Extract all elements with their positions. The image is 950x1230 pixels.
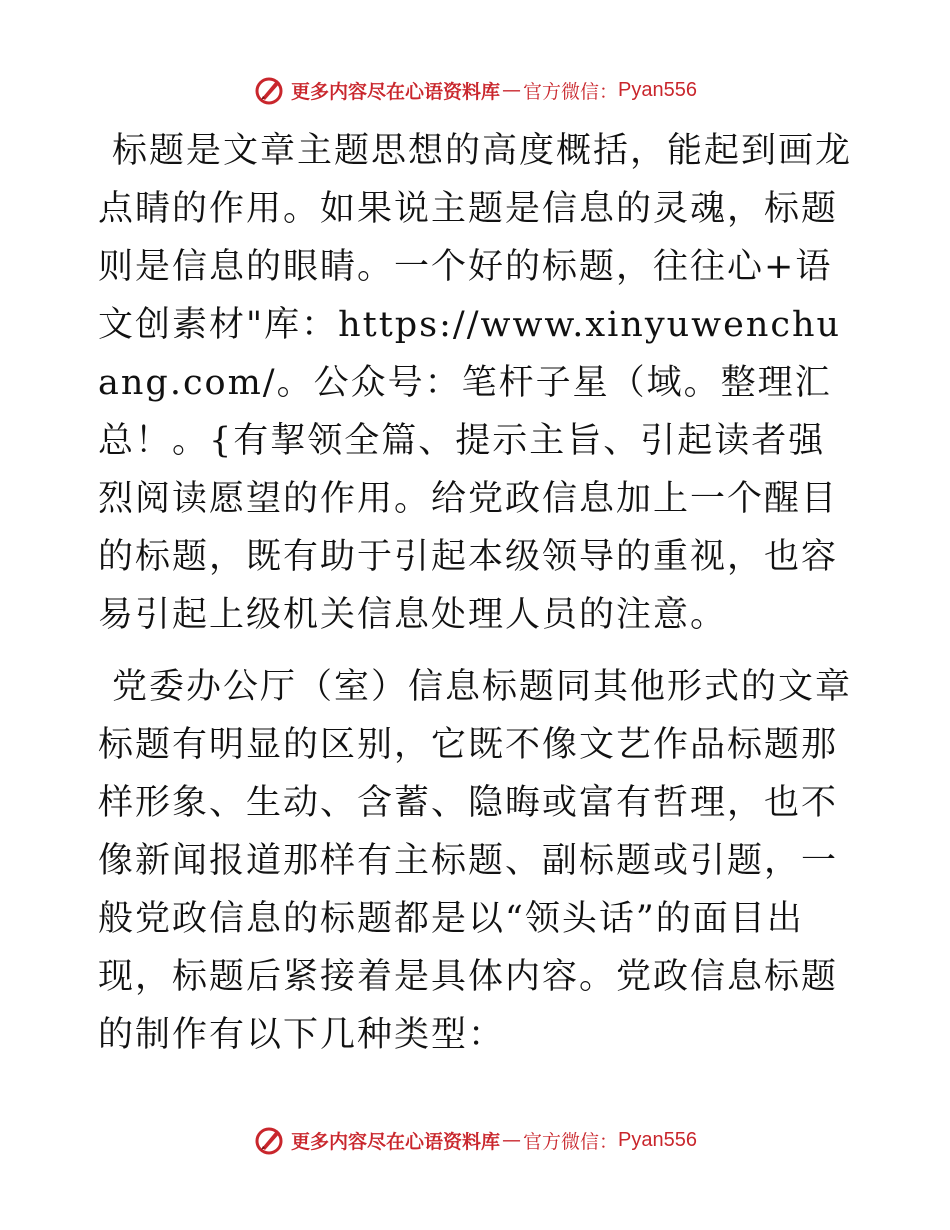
watermark-dash: — xyxy=(502,79,522,101)
body-paragraph-2: 党委办公厅（室）信息标题同其他形式的文章标题有明显的区别，它既不像文艺作品标题那样形象、生动、含蓄、隐晦或富有哲理，也不像新闻报道那样有主标题、副标题或引题，一般党政信息的标题都是以“领头话”的面目出现，标题后紧接着是具体内容。党政信息标题的制作有以下几种类型： xyxy=(98,667,853,1055)
header-watermark xyxy=(0,70,950,110)
watermark-wechat-id: Pyan556 xyxy=(618,78,697,101)
footer-watermark xyxy=(0,1120,950,1160)
watermark-wechat-id: Pyan556 xyxy=(618,1128,697,1151)
watermark-main-text: 更多内容尽在心语资料库 xyxy=(291,1130,501,1153)
body-paragraph-1: 标题是文章主题思想的高度概括，能起到画龙点睛的作用。如果说主题是信息的灵魂，标题则是信息的眼睛。一个好的标题，往往心+语文创素材"库：https://www.xinyuwenchuang.com/。公众号：笔杆子星（域。整理汇总！。{有挈领全篇、提示主旨、引起读者强烈阅读愿望的作用。给党政信息加上一个醒目的标题，既有助于引起本级领导的重视，也容易引起上级机关信息处理人员的注意。 xyxy=(98,131,853,635)
watermark-main-text: 更多内容尽在心语资料库 xyxy=(291,80,501,103)
watermark-sub-text: 官方微信： xyxy=(523,80,619,103)
watermark-dash: — xyxy=(502,1129,522,1151)
quill-pen-logo-icon xyxy=(253,1124,285,1156)
quill-pen-logo-icon xyxy=(253,74,285,106)
watermark-sub-text: 官方微信： xyxy=(523,1130,619,1153)
